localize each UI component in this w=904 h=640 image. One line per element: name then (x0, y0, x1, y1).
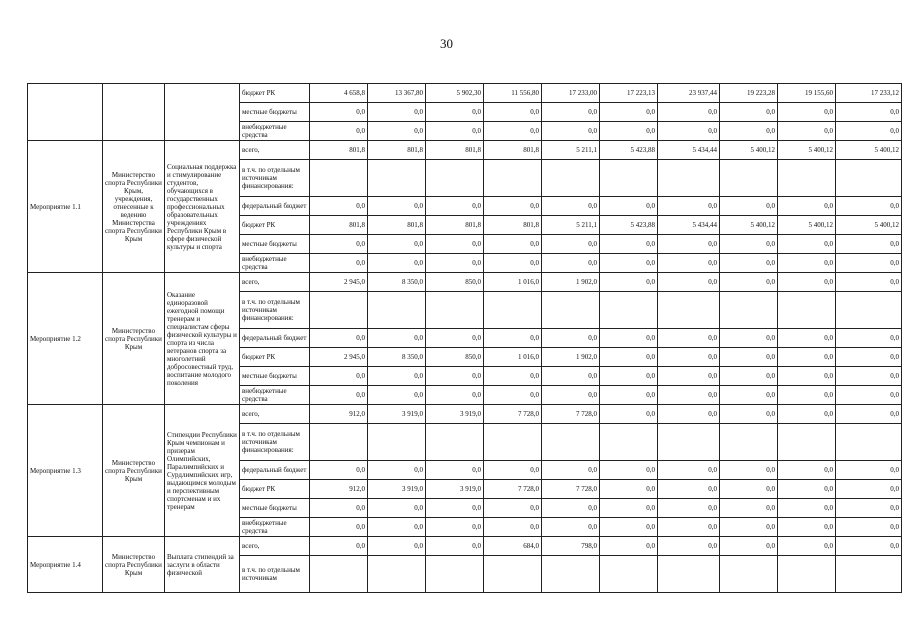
year-value-cell (720, 292, 778, 329)
year-value-cell: 0,0 (368, 461, 426, 480)
year-value-cell: 912,0 (310, 480, 368, 499)
year-value-cell: 0,0 (720, 386, 778, 405)
year-value-cell: 5 211,1 (542, 141, 600, 160)
year-value-cell: 5 902,30 (426, 84, 484, 103)
year-value-cell: 0,0 (426, 197, 484, 216)
year-value-cell (600, 424, 658, 461)
year-value-cell: 0,0 (542, 499, 600, 518)
year-value-cell: 3 919,0 (426, 405, 484, 424)
year-value-cell: 2 945,0 (310, 273, 368, 292)
description-cell: Оказание единоразовой ежегодной помощи тренерам и специалистам сферы физической культуры и спорта из числа ветеранов спорта за многолетний добросовестный труд, воспитание молодого поколения (165, 273, 240, 405)
year-value-cell: 7 728,0 (542, 480, 600, 499)
year-value-cell: 0,0 (600, 235, 658, 254)
year-value-cell: 0,0 (600, 254, 658, 273)
year-value-cell: 1 016,0 (484, 273, 542, 292)
year-value-cell: 0,0 (836, 235, 902, 254)
year-value-cell: 8 350,0 (368, 273, 426, 292)
year-value-cell (720, 556, 778, 593)
year-value-cell (484, 292, 542, 329)
year-value-cell (484, 556, 542, 593)
year-value-cell (426, 424, 484, 461)
year-value-cell: 0,0 (484, 499, 542, 518)
year-value-cell: 1 016,0 (484, 348, 542, 367)
year-value-cell: 801,8 (426, 216, 484, 235)
year-value-cell: 0,0 (658, 537, 720, 556)
year-value-cell: 7 728,0 (484, 480, 542, 499)
year-value-cell (720, 160, 778, 197)
year-value-cell: 801,8 (310, 141, 368, 160)
year-value-cell: 0,0 (658, 461, 720, 480)
year-value-cell (368, 424, 426, 461)
year-value-cell: 0,0 (542, 386, 600, 405)
year-value-cell (836, 556, 902, 593)
year-value-cell: 0,0 (778, 103, 836, 122)
year-value-cell: 0,0 (368, 537, 426, 556)
year-value-cell: 13 367,80 (368, 84, 426, 103)
year-value-cell: 0,0 (310, 329, 368, 348)
year-value-cell: 0,0 (310, 518, 368, 537)
year-value-cell (542, 424, 600, 461)
year-value-cell: 0,0 (542, 518, 600, 537)
year-value-cell: 0,0 (484, 329, 542, 348)
year-value-cell: 0,0 (426, 103, 484, 122)
year-value-cell: 0,0 (658, 348, 720, 367)
year-value-cell: 0,0 (310, 499, 368, 518)
year-value-cell: 0,0 (600, 461, 658, 480)
year-value-cell: 0,0 (778, 386, 836, 405)
year-value-cell: 0,0 (600, 405, 658, 424)
year-value-cell: 0,0 (658, 273, 720, 292)
year-value-cell (600, 556, 658, 593)
year-value-cell: 798,0 (542, 537, 600, 556)
measure-cell: Мероприятие 1.4 (28, 537, 103, 593)
year-value-cell: 0,0 (720, 537, 778, 556)
table-row (28, 405, 902, 424)
year-value-cell (658, 424, 720, 461)
year-value-cell: 0,0 (658, 367, 720, 386)
year-value-cell: 5 400,12 (778, 141, 836, 160)
year-value-cell: 5 400,12 (720, 141, 778, 160)
year-value-cell: 5 423,88 (600, 141, 658, 160)
year-value-cell: 7 728,0 (542, 405, 600, 424)
year-value-cell: 3 919,0 (426, 480, 484, 499)
year-value-cell: 0,0 (310, 235, 368, 254)
measure-cell: Мероприятие 1.2 (28, 273, 103, 405)
year-value-cell: 0,0 (484, 367, 542, 386)
source-label: бюджет РК (240, 84, 310, 103)
year-value-cell: 0,0 (542, 122, 600, 141)
year-value-cell: 5 400,12 (720, 216, 778, 235)
source-label: всего, (240, 537, 310, 556)
year-value-cell (368, 292, 426, 329)
year-value-cell: 0,0 (368, 235, 426, 254)
year-value-cell: 0,0 (778, 367, 836, 386)
year-value-cell: 19 223,28 (720, 84, 778, 103)
year-value-cell: 0,0 (484, 122, 542, 141)
year-value-cell: 0,0 (600, 103, 658, 122)
table-row (28, 273, 902, 292)
year-value-cell: 0,0 (720, 348, 778, 367)
year-value-cell: 0,0 (778, 405, 836, 424)
year-value-cell: 0,0 (778, 348, 836, 367)
year-value-cell: 0,0 (484, 518, 542, 537)
year-value-cell (836, 424, 902, 461)
year-value-cell: 801,8 (368, 216, 426, 235)
source-label: бюджет РК (240, 480, 310, 499)
year-value-cell: 0,0 (600, 348, 658, 367)
year-value-cell (426, 556, 484, 593)
year-value-cell (368, 160, 426, 197)
year-value-cell: 801,8 (368, 141, 426, 160)
year-value-cell: 0,0 (658, 235, 720, 254)
year-value-cell: 801,8 (484, 141, 542, 160)
year-value-cell: 5 423,88 (600, 216, 658, 235)
measure-cell: Мероприятие 1.1 (28, 141, 103, 273)
year-value-cell: 0,0 (600, 537, 658, 556)
year-value-cell: 11 556,80 (484, 84, 542, 103)
year-value-cell (600, 292, 658, 329)
year-value-cell: 1 902,0 (542, 273, 600, 292)
year-value-cell: 3 919,0 (368, 480, 426, 499)
executor-cell: Министерство спорта Республики Крым (103, 273, 165, 405)
year-value-cell: 0,0 (368, 386, 426, 405)
year-value-cell: 5 400,12 (836, 141, 902, 160)
year-value-cell: 0,0 (778, 480, 836, 499)
year-value-cell: 0,0 (426, 235, 484, 254)
year-value-cell: 0,0 (778, 235, 836, 254)
year-value-cell: 0,0 (600, 386, 658, 405)
source-label: местные бюджеты (240, 367, 310, 386)
source-label: бюджет РК (240, 216, 310, 235)
year-value-cell (368, 556, 426, 593)
source-label: бюджет РК (240, 348, 310, 367)
year-value-cell: 850,0 (426, 273, 484, 292)
year-value-cell (542, 556, 600, 593)
year-value-cell (542, 292, 600, 329)
year-value-cell (778, 160, 836, 197)
year-value-cell: 0,0 (368, 122, 426, 141)
year-value-cell: 0,0 (600, 197, 658, 216)
year-value-cell: 0,0 (720, 254, 778, 273)
source-label: в т.ч. по отдельным источникам финансирования: (240, 424, 310, 461)
year-value-cell: 0,0 (484, 386, 542, 405)
year-value-cell: 0,0 (484, 254, 542, 273)
year-value-cell: 0,0 (658, 254, 720, 273)
year-value-cell: 0,0 (368, 254, 426, 273)
source-label: местные бюджеты (240, 499, 310, 518)
year-value-cell: 801,8 (426, 141, 484, 160)
year-value-cell (310, 556, 368, 593)
source-label: местные бюджеты (240, 103, 310, 122)
year-value-cell: 0,0 (426, 461, 484, 480)
executor-cell: Министерство спорта Республики Крым (103, 537, 165, 593)
year-value-cell: 5 400,12 (836, 216, 902, 235)
funding-table (27, 83, 902, 593)
year-value-cell: 0,0 (542, 367, 600, 386)
year-value-cell: 0,0 (720, 480, 778, 499)
year-value-cell: 0,0 (720, 122, 778, 141)
year-value-cell: 0,0 (600, 273, 658, 292)
executor-cell (103, 84, 165, 141)
year-value-cell: 0,0 (658, 518, 720, 537)
year-value-cell: 0,0 (836, 197, 902, 216)
year-value-cell: 0,0 (484, 103, 542, 122)
year-value-cell: 0,0 (836, 103, 902, 122)
source-label: федеральный бюджет (240, 329, 310, 348)
year-value-cell: 0,0 (658, 405, 720, 424)
year-value-cell: 0,0 (542, 254, 600, 273)
year-value-cell: 0,0 (426, 367, 484, 386)
year-value-cell: 17 233,00 (542, 84, 600, 103)
year-value-cell: 0,0 (836, 348, 902, 367)
year-value-cell (778, 424, 836, 461)
description-cell: Выплата стипендий за заслуги в области физической (165, 537, 240, 593)
year-value-cell: 0,0 (836, 386, 902, 405)
year-value-cell (836, 160, 902, 197)
source-label: всего, (240, 273, 310, 292)
year-value-cell: 912,0 (310, 405, 368, 424)
source-label: местные бюджеты (240, 235, 310, 254)
year-value-cell: 0,0 (310, 461, 368, 480)
year-value-cell: 0,0 (310, 122, 368, 141)
executor-cell: Министерство спорта Республики Крым (103, 405, 165, 537)
year-value-cell: 0,0 (310, 197, 368, 216)
year-value-cell: 0,0 (836, 499, 902, 518)
year-value-cell: 0,0 (600, 367, 658, 386)
year-value-cell: 0,0 (778, 197, 836, 216)
year-value-cell: 0,0 (368, 367, 426, 386)
source-label: внебюджетные средства (240, 254, 310, 273)
year-value-cell: 7 728,0 (484, 405, 542, 424)
year-value-cell: 0,0 (658, 386, 720, 405)
year-value-cell (720, 424, 778, 461)
year-value-cell: 0,0 (778, 122, 836, 141)
year-value-cell: 0,0 (368, 499, 426, 518)
year-value-cell (426, 292, 484, 329)
year-value-cell: 0,0 (836, 405, 902, 424)
year-value-cell: 0,0 (778, 273, 836, 292)
source-label: внебюджетные средства (240, 122, 310, 141)
year-value-cell: 0,0 (720, 518, 778, 537)
table-row (28, 141, 902, 160)
table-row (28, 84, 902, 103)
year-value-cell: 0,0 (426, 499, 484, 518)
year-value-cell (310, 292, 368, 329)
year-value-cell: 0,0 (720, 461, 778, 480)
description-cell (165, 84, 240, 141)
table-row (28, 537, 902, 556)
year-value-cell: 0,0 (720, 273, 778, 292)
source-label: в т.ч. по отдельным источникам финансирования: (240, 292, 310, 329)
year-value-cell: 0,0 (368, 329, 426, 348)
year-value-cell: 0,0 (836, 254, 902, 273)
year-value-cell: 0,0 (836, 480, 902, 499)
year-value-cell: 0,0 (426, 329, 484, 348)
year-value-cell: 19 155,60 (778, 84, 836, 103)
year-value-cell: 0,0 (600, 518, 658, 537)
year-value-cell: 0,0 (720, 329, 778, 348)
year-value-cell: 8 350,0 (368, 348, 426, 367)
year-value-cell: 0,0 (778, 537, 836, 556)
year-value-cell: 0,0 (484, 461, 542, 480)
year-value-cell: 1 902,0 (542, 348, 600, 367)
year-value-cell: 23 937,44 (658, 84, 720, 103)
year-value-cell: 684,0 (484, 537, 542, 556)
year-value-cell: 2 945,0 (310, 348, 368, 367)
year-value-cell (542, 160, 600, 197)
source-label: внебюджетные средства (240, 518, 310, 537)
year-value-cell: 0,0 (778, 461, 836, 480)
year-value-cell: 0,0 (426, 537, 484, 556)
source-label: федеральный бюджет (240, 197, 310, 216)
year-value-cell: 0,0 (310, 254, 368, 273)
year-value-cell: 0,0 (720, 235, 778, 254)
description-cell: Стипендии Республики Крым чемпионам и призерам Олимпийских, Паралимпийских и Сурдлимпийских игр, выдающимся молодым и перспективным спортсменам и их тренерам (165, 405, 240, 537)
year-value-cell: 0,0 (836, 367, 902, 386)
source-label: всего, (240, 405, 310, 424)
year-value-cell: 17 233,12 (836, 84, 902, 103)
year-value-cell: 0,0 (600, 122, 658, 141)
year-value-cell: 0,0 (310, 537, 368, 556)
year-value-cell: 0,0 (658, 329, 720, 348)
year-value-cell: 0,0 (484, 235, 542, 254)
year-value-cell: 0,0 (542, 461, 600, 480)
year-value-cell (658, 556, 720, 593)
source-label: всего, (240, 141, 310, 160)
year-value-cell: 0,0 (542, 197, 600, 216)
year-value-cell: 0,0 (658, 122, 720, 141)
year-value-cell (600, 160, 658, 197)
year-value-cell (778, 292, 836, 329)
year-value-cell (426, 160, 484, 197)
year-value-cell: 0,0 (658, 197, 720, 216)
year-value-cell: 0,0 (778, 329, 836, 348)
year-value-cell (778, 556, 836, 593)
year-value-cell: 0,0 (720, 499, 778, 518)
year-value-cell: 5 211,1 (542, 216, 600, 235)
year-value-cell: 0,0 (310, 386, 368, 405)
year-value-cell: 0,0 (720, 103, 778, 122)
measure-cell (28, 84, 103, 141)
year-value-cell (658, 292, 720, 329)
description-cell: Социальная поддержка и стимулирование студентов, обучающихся в государственных профессиональных образовательных учреждениях Республики Крым в сфере физической культуры и спорта (165, 141, 240, 273)
year-value-cell: 0,0 (368, 518, 426, 537)
year-value-cell (484, 160, 542, 197)
year-value-cell: 0,0 (836, 122, 902, 141)
year-value-cell: 0,0 (600, 499, 658, 518)
year-value-cell: 5 434,44 (658, 141, 720, 160)
year-value-cell: 0,0 (836, 273, 902, 292)
year-value-cell: 0,0 (836, 461, 902, 480)
table-body (28, 84, 902, 593)
year-value-cell: 801,8 (310, 216, 368, 235)
year-value-cell: 0,0 (484, 197, 542, 216)
year-value-cell: 0,0 (310, 103, 368, 122)
year-value-cell: 0,0 (658, 103, 720, 122)
year-value-cell: 0,0 (720, 405, 778, 424)
year-value-cell: 0,0 (836, 329, 902, 348)
year-value-cell: 0,0 (426, 122, 484, 141)
source-label: в т.ч. по отдельным источникам финансирования: (240, 160, 310, 197)
year-value-cell: 0,0 (778, 518, 836, 537)
source-label: внебюджетные средства (240, 386, 310, 405)
source-label: в т.ч. по отдельным источникам (240, 556, 310, 593)
year-value-cell: 0,0 (542, 103, 600, 122)
year-value-cell: 0,0 (542, 329, 600, 348)
year-value-cell: 0,0 (658, 480, 720, 499)
year-value-cell: 801,8 (484, 216, 542, 235)
page-number: 30 (440, 36, 453, 51)
year-value-cell: 0,0 (310, 367, 368, 386)
year-value-cell: 0,0 (778, 499, 836, 518)
year-value-cell (484, 424, 542, 461)
year-value-cell (658, 160, 720, 197)
year-value-cell: 5 434,44 (658, 216, 720, 235)
year-value-cell (310, 424, 368, 461)
year-value-cell: 0,0 (778, 254, 836, 273)
year-value-cell: 0,0 (426, 254, 484, 273)
year-value-cell: 850,0 (426, 348, 484, 367)
year-value-cell (310, 160, 368, 197)
year-value-cell: 3 919,0 (368, 405, 426, 424)
measure-cell: Мероприятие 1.3 (28, 405, 103, 537)
year-value-cell: 0,0 (720, 197, 778, 216)
year-value-cell: 0,0 (600, 329, 658, 348)
year-value-cell: 0,0 (426, 518, 484, 537)
year-value-cell (836, 292, 902, 329)
year-value-cell: 5 400,12 (778, 216, 836, 235)
year-value-cell: 0,0 (836, 518, 902, 537)
year-value-cell: 0,0 (720, 367, 778, 386)
year-value-cell: 4 658,8 (310, 84, 368, 103)
year-value-cell: 0,0 (542, 235, 600, 254)
year-value-cell: 0,0 (836, 537, 902, 556)
year-value-cell: 0,0 (426, 386, 484, 405)
year-value-cell: 0,0 (368, 197, 426, 216)
source-label: федеральный бюджет (240, 461, 310, 480)
year-value-cell: 0,0 (658, 499, 720, 518)
year-value-cell: 0,0 (368, 103, 426, 122)
executor-cell: Министерство спорта Республики Крым, учреждения, отнесенные к ведению Министерства спорта Республики Крым (103, 141, 165, 273)
year-value-cell: 17 223,13 (600, 84, 658, 103)
year-value-cell: 0,0 (600, 480, 658, 499)
